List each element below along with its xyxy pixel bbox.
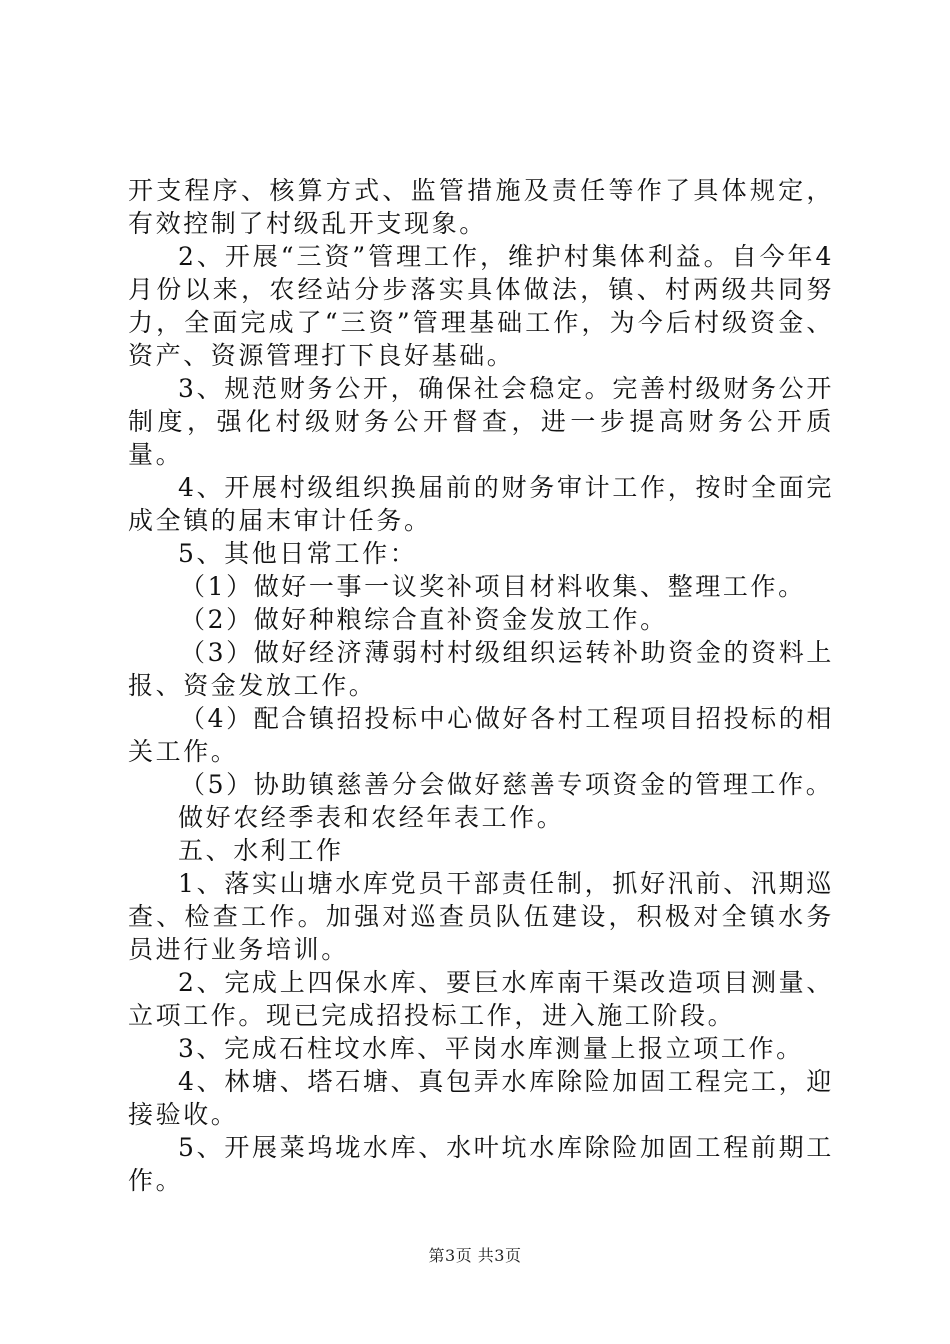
paragraph-5: 5、其他日常工作： [178,539,418,568]
document-body [128,174,834,1197]
paragraph-10: 4、林塘、塔石塘、真包弄水库除险加固工程完工，迎接验收。 [128,1067,834,1129]
paragraph-8: 2、完成上四保水库、要巨水库南干渠改造项目测量、立项工作。现已完成招投标工作，进入施工阶段。 [128,968,834,1030]
section-heading: 五、水利工作 [178,836,344,865]
paragraph-9: 3、完成石柱坟水库、平岗水库测量上报立项工作。 [178,1034,804,1063]
paragraph-7: 1、落实山塘水库党员干部责任制，抓好汛前、汛期巡查、检查工作。加强对巡查员队伍建设，积极对全镇水务员进行业务培训。 [128,869,834,964]
paragraph-3: 3、规范财务公开，确保社会稳定。完善村级财务公开制度，强化村级财务公开督查，进一步提高财务公开质量。 [128,374,834,469]
list-item-4: （4）配合镇招投标中心做好各村工程项目招投标的相关工作。 [128,704,834,766]
list-item-3: （3）做好经济薄弱村村级组织运转补助资金的资料上报、资金发放工作。 [128,638,834,700]
list-item-5: （5）协助镇慈善分会做好慈善专项资金的管理工作。 [180,770,834,799]
list-item-1: （1）做好一事一议奖补项目材料收集、整理工作。 [180,572,806,601]
paragraph-2: 2、开展“三资”管理工作，维护村集体利益。自今年4月份以来，农经站分步落实具体做法，镇、村两级共同努力，全面完成了“三资”管理基础工作，为今后村级资金、资产、资源管理打下良好基础。 [128,242,834,370]
paragraph-11: 5、开展菜坞垅水库、水叶坑水库除险加固工程前期工作。 [128,1133,834,1195]
paragraph-6: 做好农经季表和农经年表工作。 [178,803,565,832]
paragraph-4: 4、开展村级组织换届前的财务审计工作，按时全面完成全镇的届末审计任务。 [128,473,834,535]
list-item-2: （2）做好种粮综合直补资金发放工作。 [180,605,668,634]
paragraph-1: 开支程序、核算方式、监管措施及责任等作了具体规定，有效控制了村级乱开支现象。 [128,176,834,238]
page-footer: 第3页 共3页 [428,1246,522,1265]
